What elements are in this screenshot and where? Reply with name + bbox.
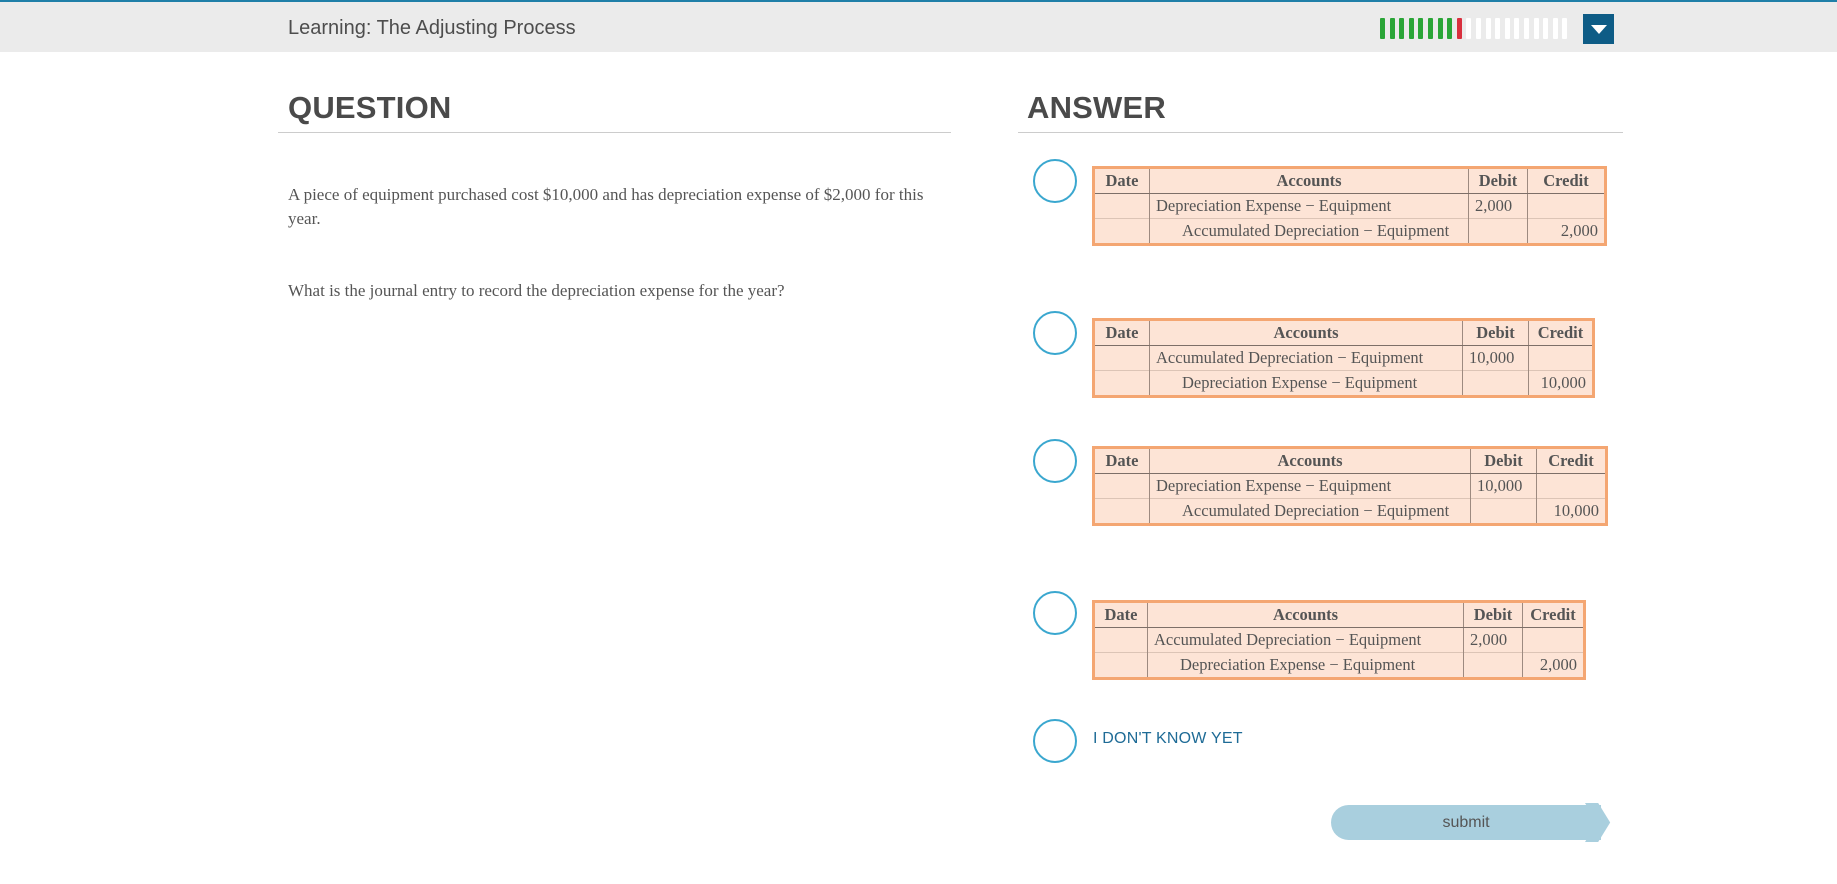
credit-amount: 10,000: [1537, 499, 1607, 525]
answer-option-2-radio[interactable]: [1033, 311, 1077, 355]
answer-option-1-radio[interactable]: [1033, 159, 1077, 203]
col-credit: Credit: [1523, 602, 1585, 628]
debit-account: Accumulated Depreciation − Equipment: [1150, 346, 1463, 371]
progress-segment-correct: [1380, 18, 1385, 39]
col-accounts: Accounts: [1150, 448, 1471, 474]
answer-heading: ANSWER: [1027, 90, 1166, 125]
question-heading: QUESTION: [288, 90, 452, 125]
progress-segment-empty: [1534, 18, 1539, 39]
debit-account: Depreciation Expense − Equipment: [1150, 194, 1469, 219]
credit-amount: 2,000: [1523, 653, 1585, 679]
progress-segment-correct: [1409, 18, 1414, 39]
answer-option-3-radio[interactable]: [1033, 439, 1077, 483]
progress-segment-empty: [1562, 18, 1567, 39]
progress-segment-empty: [1495, 18, 1500, 39]
question-text: A piece of equipment purchased cost $10,000 and has depreciation expense of $2,000 for this year.: [288, 185, 924, 228]
col-date: Date: [1094, 320, 1150, 346]
credit-account: Depreciation Expense − Equipment: [1150, 371, 1463, 397]
col-accounts: Accounts: [1148, 602, 1464, 628]
col-date: Date: [1094, 602, 1148, 628]
col-debit: Debit: [1469, 168, 1528, 194]
progress-segment-correct: [1438, 18, 1443, 39]
progress-segment-empty: [1514, 18, 1519, 39]
cell-date: [1094, 219, 1150, 245]
question-divider: [278, 132, 951, 133]
progress-segment-empty: [1486, 18, 1491, 39]
answer-option-4-table: [1092, 600, 1586, 680]
credit-account: Accumulated Depreciation − Equipment: [1150, 219, 1469, 245]
progress-segment-empty: [1466, 18, 1471, 39]
cell-date: [1094, 346, 1150, 371]
credit-amount: 10,000: [1529, 371, 1594, 397]
progress-segment-empty: [1553, 18, 1558, 39]
debit-account: Depreciation Expense − Equipment: [1150, 474, 1471, 499]
col-debit: Debit: [1464, 602, 1523, 628]
col-date: Date: [1094, 448, 1150, 474]
cell-credit: [1529, 346, 1594, 371]
chevron-down-icon: [1591, 25, 1607, 34]
debit-account: Accumulated Depreciation − Equipment: [1148, 628, 1464, 653]
cell-debit: [1464, 653, 1523, 679]
progress-segment-empty: [1543, 18, 1548, 39]
dont-know-option[interactable]: I DON'T KNOW YET: [1093, 730, 1243, 747]
answer-option-1-table: [1092, 166, 1607, 246]
debit-amount: 2,000: [1464, 628, 1523, 653]
cell-date: [1094, 499, 1150, 525]
col-debit: Debit: [1471, 448, 1537, 474]
cell-debit: [1469, 219, 1528, 245]
progress-bar: [1380, 18, 1567, 40]
submit-button[interactable]: submit: [1331, 805, 1601, 840]
cell-date: [1094, 474, 1150, 499]
answer-option-2-table: [1092, 318, 1595, 398]
credit-account: Accumulated Depreciation − Equipment: [1150, 499, 1471, 525]
progress-segment-correct: [1399, 18, 1404, 39]
progress-segment-correct: [1428, 18, 1433, 39]
col-credit: Credit: [1537, 448, 1607, 474]
debit-amount: 10,000: [1463, 346, 1529, 371]
question-prompt: What is the journal entry to record the depreciation expense for the year?: [288, 281, 785, 300]
menu-dropdown-button[interactable]: [1583, 14, 1614, 44]
cell-credit: [1523, 628, 1585, 653]
cell-credit: [1528, 194, 1606, 219]
col-date: Date: [1094, 168, 1150, 194]
progress-segment-wrong: [1457, 18, 1462, 39]
arrow-right-icon: [1585, 803, 1611, 842]
cell-debit: [1463, 371, 1529, 397]
answer-option-3-table: [1092, 446, 1608, 526]
col-debit: Debit: [1463, 320, 1529, 346]
course-title: Learning: The Adjusting Process: [288, 17, 576, 39]
top-bar: [0, 0, 1837, 52]
col-credit: Credit: [1528, 168, 1606, 194]
progress-segment-correct: [1390, 18, 1395, 39]
credit-account: Depreciation Expense − Equipment: [1148, 653, 1464, 679]
answer-option-4-radio[interactable]: [1033, 591, 1077, 635]
debit-amount: 2,000: [1469, 194, 1528, 219]
credit-amount: 2,000: [1528, 219, 1606, 245]
col-credit: Credit: [1529, 320, 1594, 346]
progress-segment-empty: [1505, 18, 1510, 39]
cell-date: [1094, 628, 1148, 653]
debit-amount: 10,000: [1471, 474, 1537, 499]
cell-credit: [1537, 474, 1607, 499]
progress-segment-correct: [1418, 18, 1423, 39]
cell-date: [1094, 371, 1150, 397]
progress-segment-empty: [1476, 18, 1481, 39]
progress-segment-empty: [1524, 18, 1529, 39]
col-accounts: Accounts: [1150, 320, 1463, 346]
progress-segment-correct: [1447, 18, 1452, 39]
answer-divider: [1018, 132, 1623, 133]
cell-debit: [1471, 499, 1537, 525]
cell-date: [1094, 194, 1150, 219]
dont-know-radio[interactable]: [1033, 719, 1077, 763]
col-accounts: Accounts: [1150, 168, 1469, 194]
cell-date: [1094, 653, 1148, 679]
